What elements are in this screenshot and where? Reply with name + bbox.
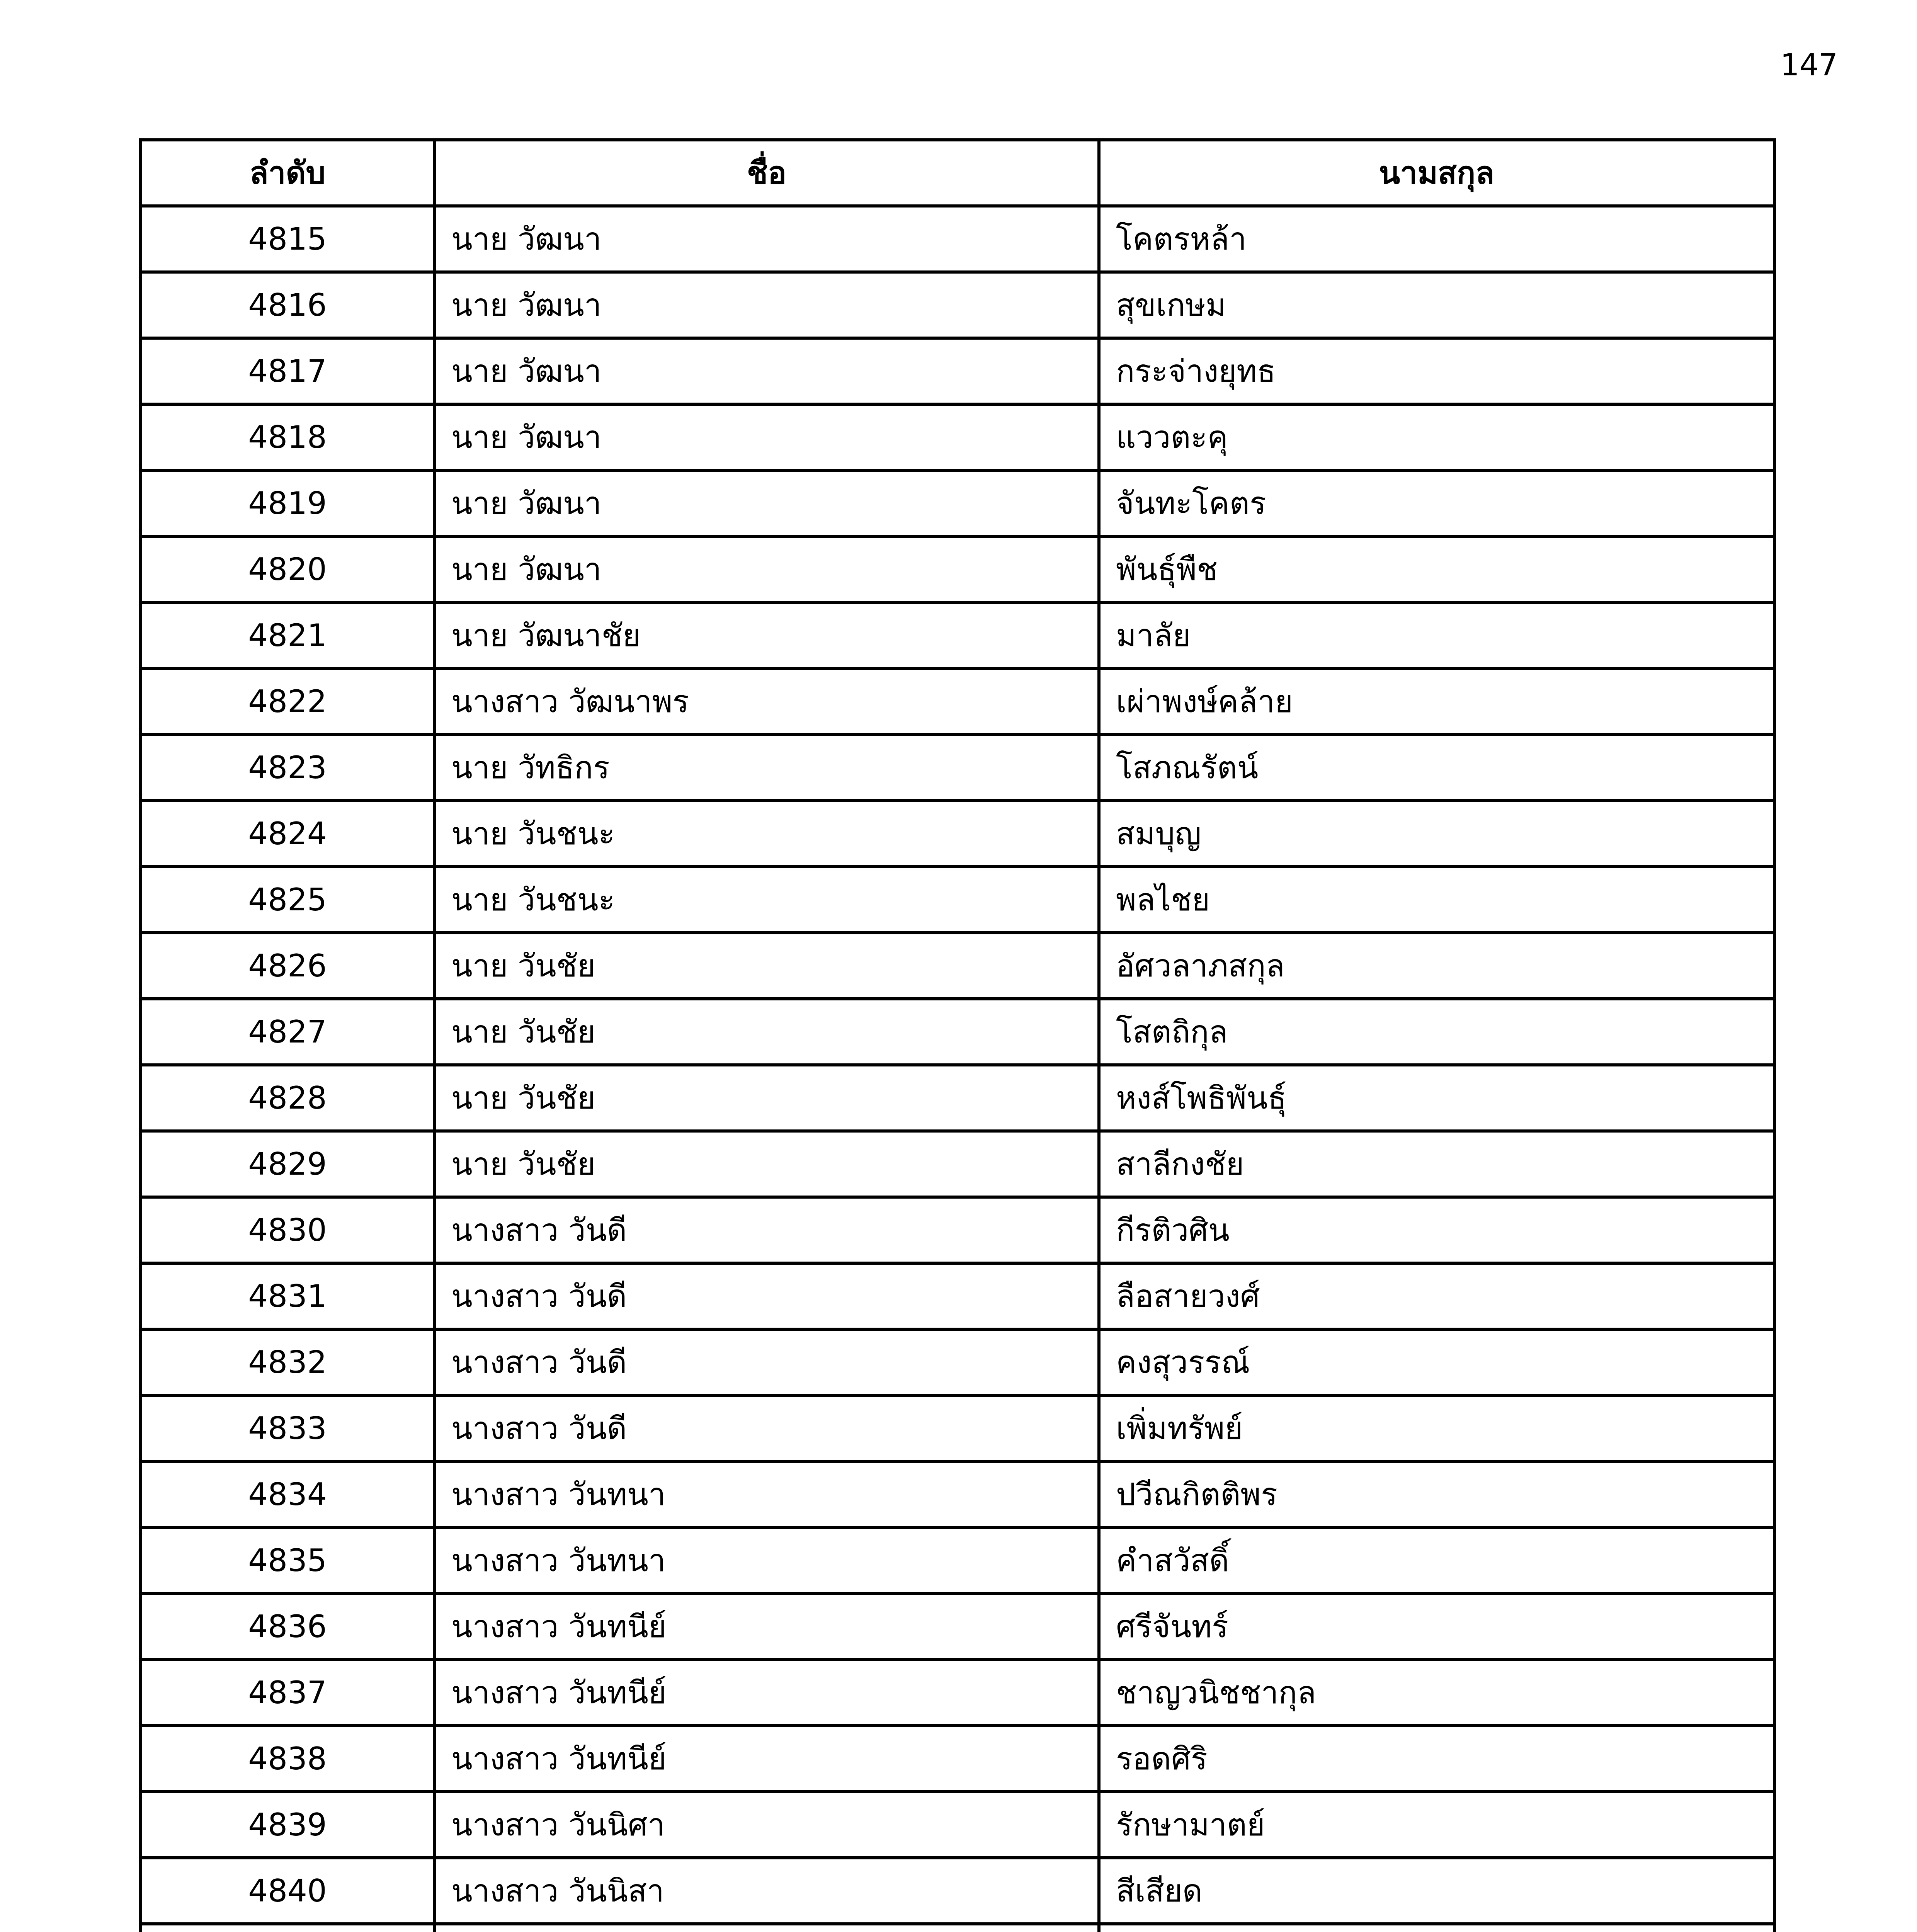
row-number [141,1924,434,1932]
row-number: 4831 [141,1263,434,1329]
first-name-cell: นางสาว วันดี [434,1197,1099,1263]
row-number: 4840 [141,1858,434,1924]
last-name-cell: สาลีกงชัย [1099,1131,1774,1197]
last-name-cell: เผ่าพงษ์คล้าย [1099,668,1774,735]
row-number: 4829 [141,1131,434,1197]
name-list-table [139,138,1776,1932]
row-number: 4820 [141,536,434,602]
last-name-cell: พลไชย [1099,867,1774,933]
row-number: 4828 [141,1065,434,1131]
first-name-cell: นาย วันชัย [434,933,1099,999]
row-number: 4825 [141,867,434,933]
header-first-name: ชื่อ [434,140,1099,206]
table-row [141,801,1774,867]
table-row [141,1131,1774,1197]
first-name-cell: นางสาว วันนิศา [434,1792,1099,1858]
last-name-cell: โคตรหล้า [1099,206,1774,272]
row-number: 4821 [141,602,434,668]
table-row [141,1594,1774,1660]
table-row [141,1461,1774,1527]
last-name-cell: สุขเกษม [1099,272,1774,338]
last-name-cell: ศรีจันทร์ [1099,1594,1774,1660]
first-name-cell: นาย วันชนะ [434,801,1099,867]
first-name-cell: นาย วันชัย [434,999,1099,1065]
row-number: 4815 [141,206,434,272]
table-row [141,1263,1774,1329]
row-number: 4823 [141,735,434,801]
row-number: 4839 [141,1792,434,1858]
last-name-cell: หงส์โพธิพันธุ์ [1099,1065,1774,1131]
first-name-cell: นาย วัฒนา [434,206,1099,272]
row-number: 4836 [141,1594,434,1660]
first-name-cell: นางสาว วันทนา [434,1461,1099,1527]
table-row [141,536,1774,602]
last-name-cell: อัศวลาภสกุล [1099,933,1774,999]
table-row [141,272,1774,338]
row-number: 4818 [141,404,434,470]
last-name-cell: จันทะโคตร [1099,470,1774,536]
first-name-cell: นางสาว วันนิสา [434,1858,1099,1924]
last-name-cell: พันธุ์พืช [1099,536,1774,602]
page-number: 147 [1780,48,1838,83]
last-name-cell: คำสวัสดิ์ [1099,1527,1774,1594]
table-body [141,206,1774,1932]
table-row [141,602,1774,668]
last-name-cell: โสตถิกุล [1099,999,1774,1065]
row-number: 4822 [141,668,434,735]
table-row [141,470,1774,536]
last-name-cell: คงสุวรรณ์ [1099,1329,1774,1395]
row-number: 4834 [141,1461,434,1527]
last-name-cell: รอดศิริ [1099,1726,1774,1792]
table-header-row [141,140,1774,206]
row-number: 4833 [141,1395,434,1461]
first-name-cell: นาย วัทธิกร [434,735,1099,801]
last-name-cell: ชาญวนิชชากุล [1099,1660,1774,1726]
first-name-cell: นางสาว วันทนีย์ [434,1726,1099,1792]
first-name-cell: นางสาว วันดี [434,1263,1099,1329]
first-name-cell: นางสาว วันดี [434,1329,1099,1395]
last-name-cell: กีรติวศิน [1099,1197,1774,1263]
first-name-cell: นางสาว วันทนา [434,1527,1099,1594]
row-number: 4838 [141,1726,434,1792]
last-name-cell: โสภณรัตน์ [1099,735,1774,801]
row-number: 4827 [141,999,434,1065]
first-name-cell: นาย วันชนะ [434,867,1099,933]
table-row [141,1924,1774,1932]
last-name-cell: กระจ่างยุทธ [1099,338,1774,404]
last-name-cell: มาลัย [1099,602,1774,668]
table-row [141,206,1774,272]
row-number: 4817 [141,338,434,404]
last-name-cell: ลือสายวงศ์ [1099,1263,1774,1329]
first-name-cell: นาย วัฒนา [434,404,1099,470]
table-row [141,1792,1774,1858]
first-name-cell: นาย วันชัย [434,1065,1099,1131]
first-name-cell: นางสาว วันทนีย์ [434,1660,1099,1726]
first-name-cell: นางสาว วันทนีย์ [434,1594,1099,1660]
last-name-cell: แววตะคุ [1099,404,1774,470]
row-number: 4830 [141,1197,434,1263]
first-name-cell: นาย วัฒนา [434,536,1099,602]
first-name-cell: นางสาว วัฒนาพร [434,668,1099,735]
row-number: 4819 [141,470,434,536]
table-row [141,404,1774,470]
last-name-cell: ปวีณกิตติพร [1099,1461,1774,1527]
row-number: 4837 [141,1660,434,1726]
first-name-cell: นาย วัฒนา [434,272,1099,338]
first-name-cell: นาย วัฒนาชัย [434,602,1099,668]
last-name-cell [1099,1924,1774,1932]
first-name-cell [434,1924,1099,1932]
table-row [141,1858,1774,1924]
table-row [141,1065,1774,1131]
header-last-name: นามสกุล [1099,140,1774,206]
table-row [141,1726,1774,1792]
header-no: ลำดับ [141,140,434,206]
table-row [141,1660,1774,1726]
table-row [141,933,1774,999]
row-number: 4832 [141,1329,434,1395]
first-name-cell: นางสาว วันดี [434,1395,1099,1461]
first-name-cell: นาย วัฒนา [434,338,1099,404]
first-name-cell: นาย วัฒนา [434,470,1099,536]
table-row [141,1395,1774,1461]
row-number: 4835 [141,1527,434,1594]
table-row [141,867,1774,933]
row-number: 4816 [141,272,434,338]
first-name-cell: นาย วันชัย [434,1131,1099,1197]
last-name-cell: สีเสียด [1099,1858,1774,1924]
table-row [141,338,1774,404]
table-row [141,735,1774,801]
table-row [141,999,1774,1065]
last-name-cell: สมบุญ [1099,801,1774,867]
table-row [141,668,1774,735]
table-row [141,1329,1774,1395]
row-number: 4824 [141,801,434,867]
table-row [141,1197,1774,1263]
row-number: 4826 [141,933,434,999]
last-name-cell: เพิ่มทรัพย์ [1099,1395,1774,1461]
last-name-cell: รักษามาตย์ [1099,1792,1774,1858]
table-row [141,1527,1774,1594]
